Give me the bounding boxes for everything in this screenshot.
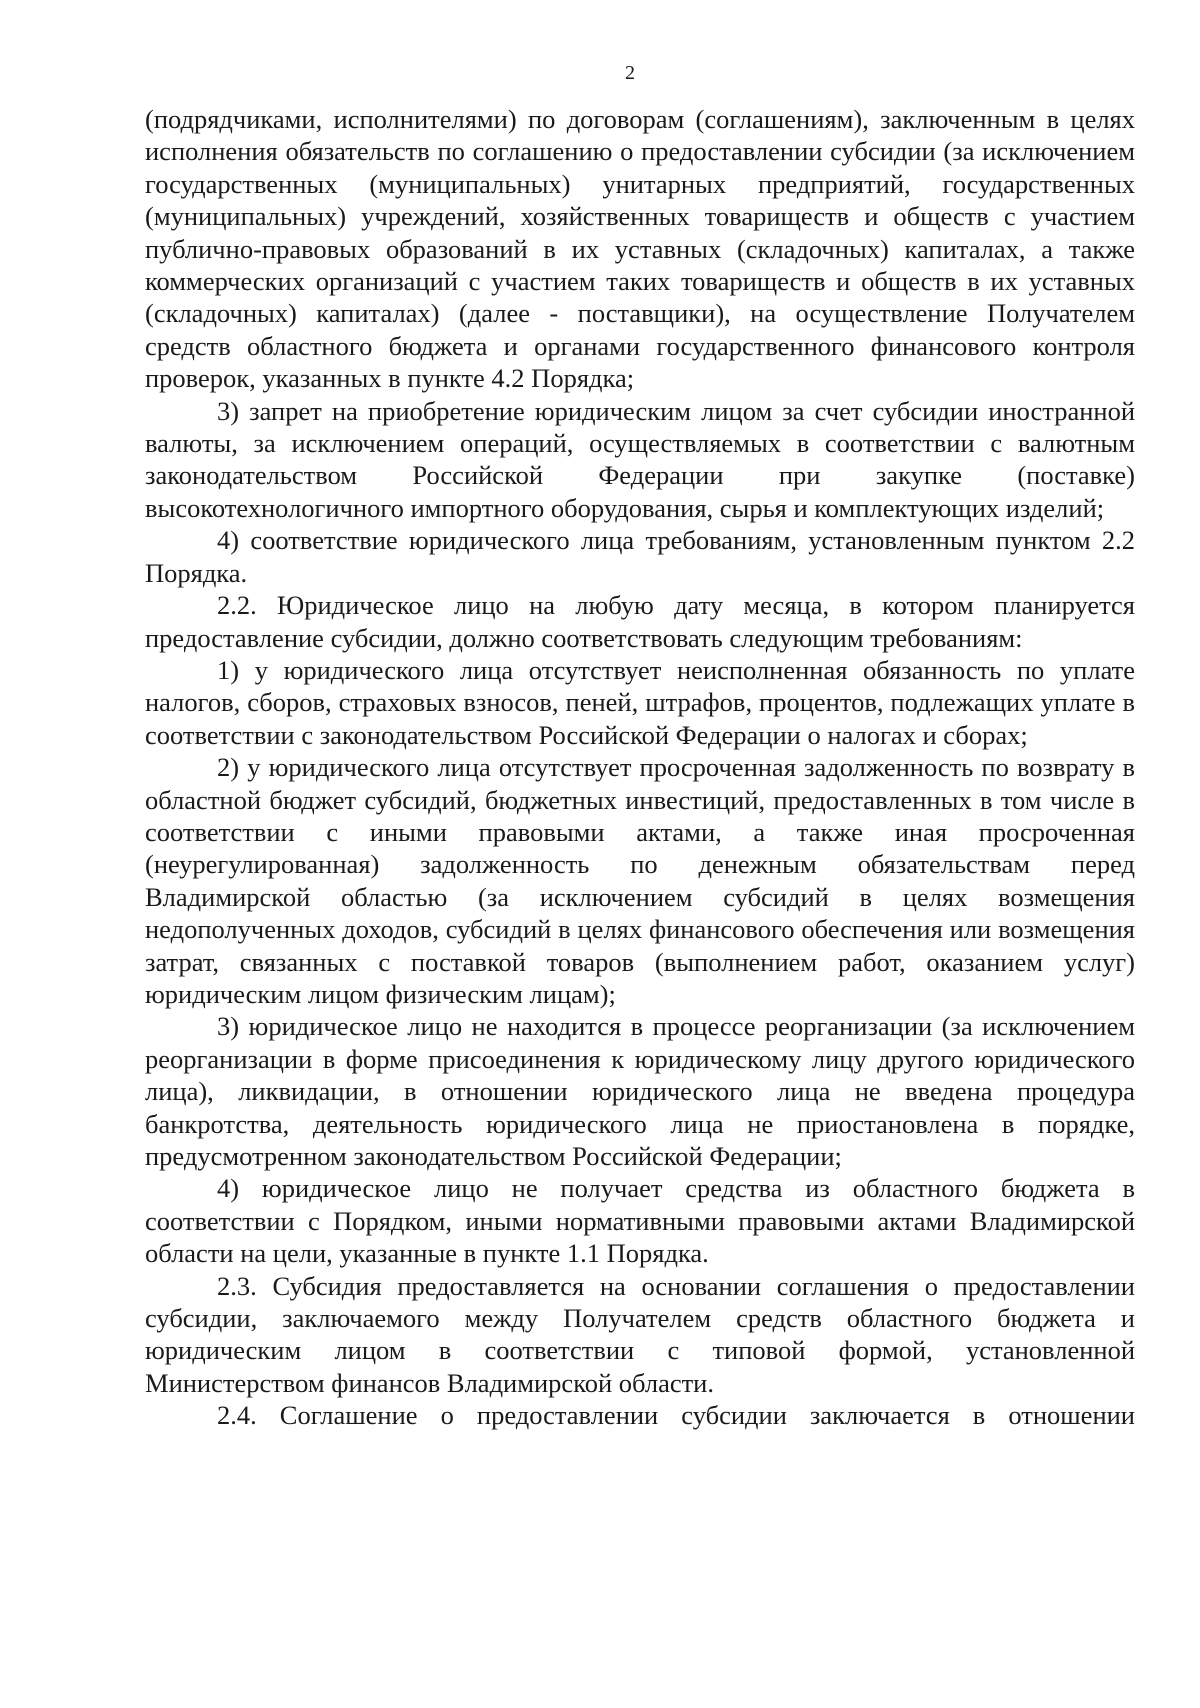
- paragraph-requirement-3: 3) юридическое лицо не находится в процессе реорганизации (за исключением реорганизации в форме присоединения к юридическому лицу другого юридического лица), ликвидации, в отношении юридического лица не введена процедура банкротства, деятельность юридического лица не приостановлена в порядке, предусмотренном законодательством Российской Федерации;: [145, 1011, 1135, 1171]
- paragraph-2-3: 2.3. Субсидия предоставляется на основании соглашения о предоставлении субсидии, заключаемого между Получателем средств областного бюджета и юридическим лицом в соответствии с типовой формой, установленной Министерством финансов Владимирской области.: [145, 1270, 1135, 1398]
- paragraph-2-4: 2.4. Соглашение о предоставлении субсидии заключается в отношении: [217, 1400, 1135, 1431]
- paragraph-requirement-1: 1) у юридического лица отсутствует неисполненная обязанность по уплате налогов, сборов, страховых взносов, пеней, штрафов, процентов, подлежащих уплате в соответствии с законодательством Российской Федерации о налогах и сборах;: [145, 654, 1135, 750]
- paragraph-item-3-currency-ban: 3) запрет на приобретение юридическим лицом за счет субсидии иностранной валюты, за исключением операций, осуществляемых в соответствии с валютным законодательством Российской Федерации при закупке (поставке) высокотехнологичного импортного оборудования, сырья и комплектующих изделий;: [145, 395, 1135, 523]
- page-number: 2: [625, 62, 635, 84]
- paragraph-2-2: 2.2. Юридическое лицо на любую дату месяца, в котором планируется предоставление субсидии, должно соответствовать следующим требованиям:: [145, 590, 1135, 653]
- paragraph-requirement-2: 2) у юридического лица отсутствует просроченная задолженность по возврату в областной бюджет субсидий, бюджетных инвестиций, предоставленных в том числе в соответствии с иными правовыми актами, а также иная просроченная (неурегулированная) задолженность по денежным обязательствам перед Владимирской областью (за исключением субсидий в целях возмещения недополученных доходов, субсидий в целях финансового обеспечения или возмещения затрат, связанных с поставкой товаров (выполнением работ, оказанием услуг) юридическим лицом физическим лицам);: [145, 752, 1135, 1009]
- paragraph-requirement-4: 4) юридическое лицо не получает средства из областного бюджета в соответствии с Порядком, иными нормативными правовыми актами Владимирской области на цели, указанные в пункте 1.1 Порядка.: [145, 1173, 1135, 1269]
- paragraph-continuation: (подрядчиками, исполнителями) по договорам (соглашениям), заключенным в целях исполнения обязательств по соглашению о предоставлении субсидии (за исключением государственных (муниципальных) унитарных предприятий, государственных (муниципальных) учреждений, хозяйственных товариществ и обществ с участием публично-правовых образований в их уставных (складочных) капиталах, а также коммерческих организаций с участием таких товариществ и обществ в их уставных (складочных) капиталах) (далее - поставщики), на осуществление Получателем средств областного бюджета и органами государственного финансового контроля проверок, указанных в пункте 4.2 Порядка;: [145, 104, 1135, 394]
- paragraph-item-4-compliance: 4) соответствие юридического лица требованиям, установленным пунктом 2.2 Порядка.: [145, 525, 1135, 588]
- document-body: [145, 103, 1135, 1432]
